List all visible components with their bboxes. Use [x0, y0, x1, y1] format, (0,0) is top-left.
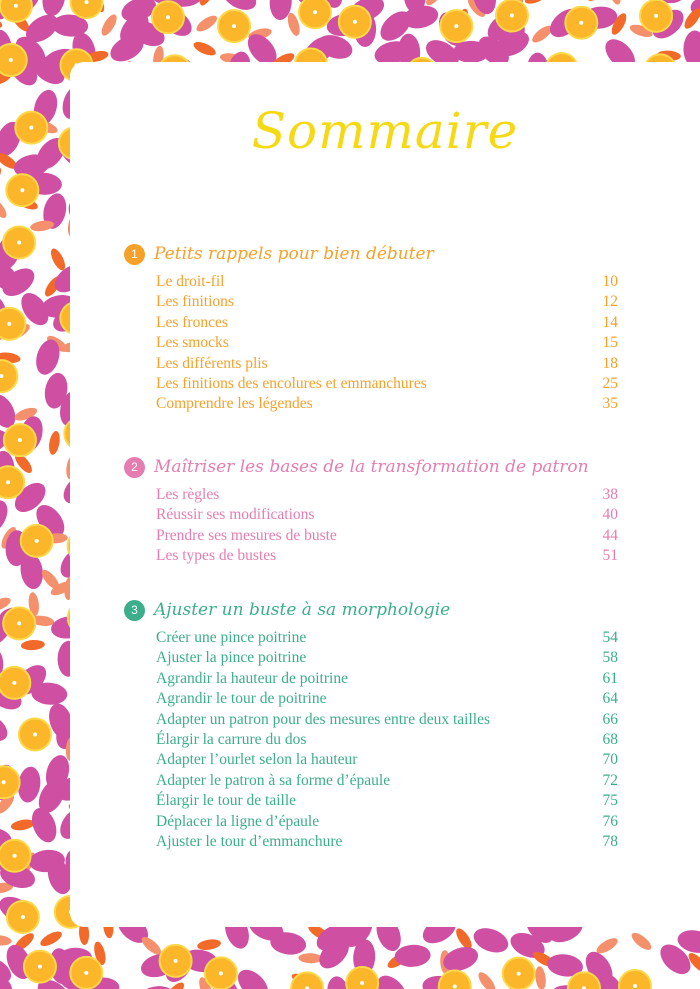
orange-leaf — [10, 818, 35, 832]
orange-leaf — [197, 0, 217, 8]
toc-entry[interactable] — [124, 354, 618, 374]
section-heading[interactable] — [124, 598, 618, 622]
orange-leaf — [192, 39, 218, 58]
orange-leaf — [48, 246, 68, 272]
toc-entry[interactable] — [124, 394, 618, 414]
toc-entry-label: Les fronces — [156, 313, 228, 331]
orange-slice-center — [510, 14, 514, 18]
orange-leaf — [0, 934, 12, 946]
orange-leaf — [196, 938, 221, 952]
toc-entry-label: Adapter un patron pour des mesures entre deux tailles — [156, 710, 491, 728]
section-number-badge: 3 — [124, 600, 145, 621]
toc-entry-label: Les finitions — [156, 293, 234, 311]
toc-entry[interactable] — [124, 669, 618, 689]
toc-entry-page: 51 — [602, 547, 618, 565]
toc-entry-page: 14 — [602, 313, 618, 331]
toc-entry-label: Déplacer la ligne d’épaule — [156, 812, 320, 830]
pink-leaf — [0, 708, 12, 747]
orange-slice-center — [17, 621, 21, 625]
section-3 — [124, 598, 618, 852]
section-number-badge: 2 — [124, 457, 145, 478]
toc-entry[interactable] — [124, 832, 618, 852]
orange-slice-center — [18, 438, 22, 442]
pink-leaf — [139, 985, 176, 989]
contents-panel — [70, 62, 700, 927]
orange-slice — [0, 0, 32, 22]
orange-leaf — [38, 929, 64, 949]
orange-slice-center — [14, 4, 18, 8]
toc-entry-label: Agrandir le tour de poitrine — [156, 690, 327, 708]
toc-entry[interactable] — [124, 546, 618, 566]
toc-entry-page: 25 — [602, 374, 618, 392]
orange-slice — [0, 308, 25, 340]
toc-entry[interactable] — [124, 689, 618, 709]
toc-entry-label: Les types de bustes — [156, 547, 277, 565]
section-title: Ajuster un buste à sa morphologie — [154, 600, 451, 620]
orange-leaf — [606, 0, 623, 6]
orange-slice-center — [17, 240, 21, 244]
toc-entry-page: 66 — [602, 710, 618, 728]
orange-slice-center — [579, 21, 583, 25]
orange-slice-center — [353, 20, 357, 24]
orange-slice-center — [29, 126, 33, 130]
orange-leaf — [47, 430, 61, 455]
toc-entry-label: Ajuster le tour d’emmanchure — [156, 832, 343, 850]
toc-entry-page: 72 — [602, 771, 618, 789]
toc-entry-label: Comprendre les légendes — [156, 395, 313, 413]
orange-slice-center — [232, 24, 236, 28]
orange-leaf — [99, 12, 120, 38]
toc-entry-page: 54 — [602, 629, 618, 646]
orange-slice-center — [454, 24, 458, 28]
section-heading[interactable] — [124, 242, 618, 266]
orange-slice-center — [84, 971, 88, 975]
toc-entry[interactable] — [124, 313, 618, 333]
section-title: Petits rappels pour bien débuter — [154, 244, 434, 264]
toc-entry-page: 10 — [602, 273, 618, 290]
orange-slice — [0, 466, 24, 498]
toc-entry-page: 40 — [602, 506, 618, 524]
toc-entry-page: 12 — [602, 293, 618, 311]
toc-entry[interactable] — [124, 333, 618, 353]
toc-entry-label: Adapter le patron à sa forme d’épaule — [156, 771, 391, 789]
toc-entry[interactable] — [124, 730, 618, 750]
toc-entry[interactable] — [124, 791, 618, 811]
orange-slice-center — [20, 188, 24, 192]
section-number-badge: 1 — [124, 244, 145, 265]
toc-entry-page: 75 — [602, 792, 618, 810]
toc-entry-label: Les différents plis — [156, 354, 268, 372]
orange-slice-center — [6, 480, 10, 484]
orange-leaf — [139, 934, 164, 957]
orange-slice-center — [85, 0, 89, 4]
toc-entry-page: 18 — [602, 354, 618, 372]
toc-entry-page: 64 — [602, 690, 618, 708]
orange-leaf — [523, 0, 549, 6]
orange-leaf — [682, 6, 700, 31]
toc-entry[interactable] — [124, 374, 618, 394]
toc-entry-label: Élargir la carrure du dos — [156, 730, 307, 748]
orange-slice-center — [9, 58, 13, 62]
toc-entry-label: Les smocks — [156, 334, 229, 352]
section-1 — [124, 242, 618, 415]
orange-leaf — [0, 165, 4, 191]
section-2 — [124, 455, 618, 567]
toc-entry[interactable] — [124, 771, 618, 791]
orange-slice-center — [166, 15, 170, 19]
orange-slice-center — [174, 959, 178, 963]
toc-entry-page: 61 — [602, 669, 618, 687]
orange-slice-center — [453, 985, 457, 989]
toc-entry[interactable] — [124, 505, 618, 525]
toc-entry-label: Agrandir la hauteur de poitrine — [156, 669, 348, 687]
toc-entry-label: Adapter l’ourlet selon la hauteur — [156, 751, 358, 769]
toc-entry[interactable] — [124, 272, 618, 292]
orange-slice-center — [21, 915, 25, 919]
toc-entry-label: Prendre ses mesures de buste — [156, 526, 337, 544]
orange-leaf — [298, 953, 322, 964]
pink-leaf — [232, 964, 273, 989]
orange-slice-center — [2, 780, 6, 784]
toc-entry[interactable] — [124, 648, 618, 668]
orange-slice — [346, 967, 378, 989]
orange-leaf — [585, 0, 610, 4]
orange-slice-center — [633, 984, 637, 988]
toc-entry-page: 15 — [602, 334, 618, 352]
toc-entry-label: Le droit-fil — [156, 273, 225, 290]
orange-slice-center — [13, 854, 17, 858]
toc-entry-label: Élargir le tour de taille — [156, 792, 297, 810]
orange-slice — [0, 44, 27, 76]
orange-slice-center — [12, 681, 16, 685]
toc-entry-label: Créer une pince poitrine — [156, 629, 307, 646]
orange-slice-center — [38, 965, 42, 969]
orange-slice-center — [654, 14, 658, 18]
toc-entry-page: 58 — [602, 649, 618, 667]
toc-entry-page: 68 — [602, 730, 618, 748]
toc-entry[interactable] — [124, 292, 618, 312]
orange-slice-center — [7, 322, 11, 326]
toc-entry-page: 70 — [602, 751, 618, 769]
section-heading[interactable] — [124, 455, 618, 479]
orange-leaf — [629, 930, 654, 953]
orange-leaf — [194, 13, 219, 35]
toc-entry-label: Ajuster la pince poitrine — [156, 649, 307, 667]
toc-entry-label: Les règles — [156, 486, 220, 503]
toc-entry[interactable] — [124, 485, 618, 505]
section-title: Maîtriser les bases de la transformation de patron — [154, 457, 589, 477]
orange-slice-center — [33, 732, 37, 736]
page-title: Sommaire — [251, 102, 519, 160]
orange-leaf — [476, 970, 499, 989]
orange-slice-center — [219, 971, 223, 975]
toc-entry[interactable] — [124, 526, 618, 546]
toc-entry[interactable] — [124, 710, 618, 730]
orange-leaf — [534, 966, 547, 989]
orange-slice-center — [360, 981, 364, 985]
toc-entry[interactable] — [124, 812, 618, 832]
orange-slice-center — [313, 10, 317, 14]
toc-entry[interactable] — [124, 750, 618, 770]
toc-entry-page: 35 — [602, 395, 618, 413]
toc-entry-page: 38 — [602, 486, 618, 503]
orange-slice-center — [517, 972, 521, 976]
toc-entry-page: 78 — [602, 832, 618, 850]
toc-entry-page: 44 — [602, 526, 618, 544]
toc-entry-label: Réussir ses modifications — [156, 506, 315, 524]
toc-entry-page: 76 — [602, 812, 618, 830]
orange-slice-center — [35, 539, 39, 543]
toc-entry-label: Les finitions des encolures et emmanchures — [156, 374, 427, 392]
toc-entry[interactable] — [124, 628, 618, 648]
orange-leaf — [21, 639, 46, 651]
